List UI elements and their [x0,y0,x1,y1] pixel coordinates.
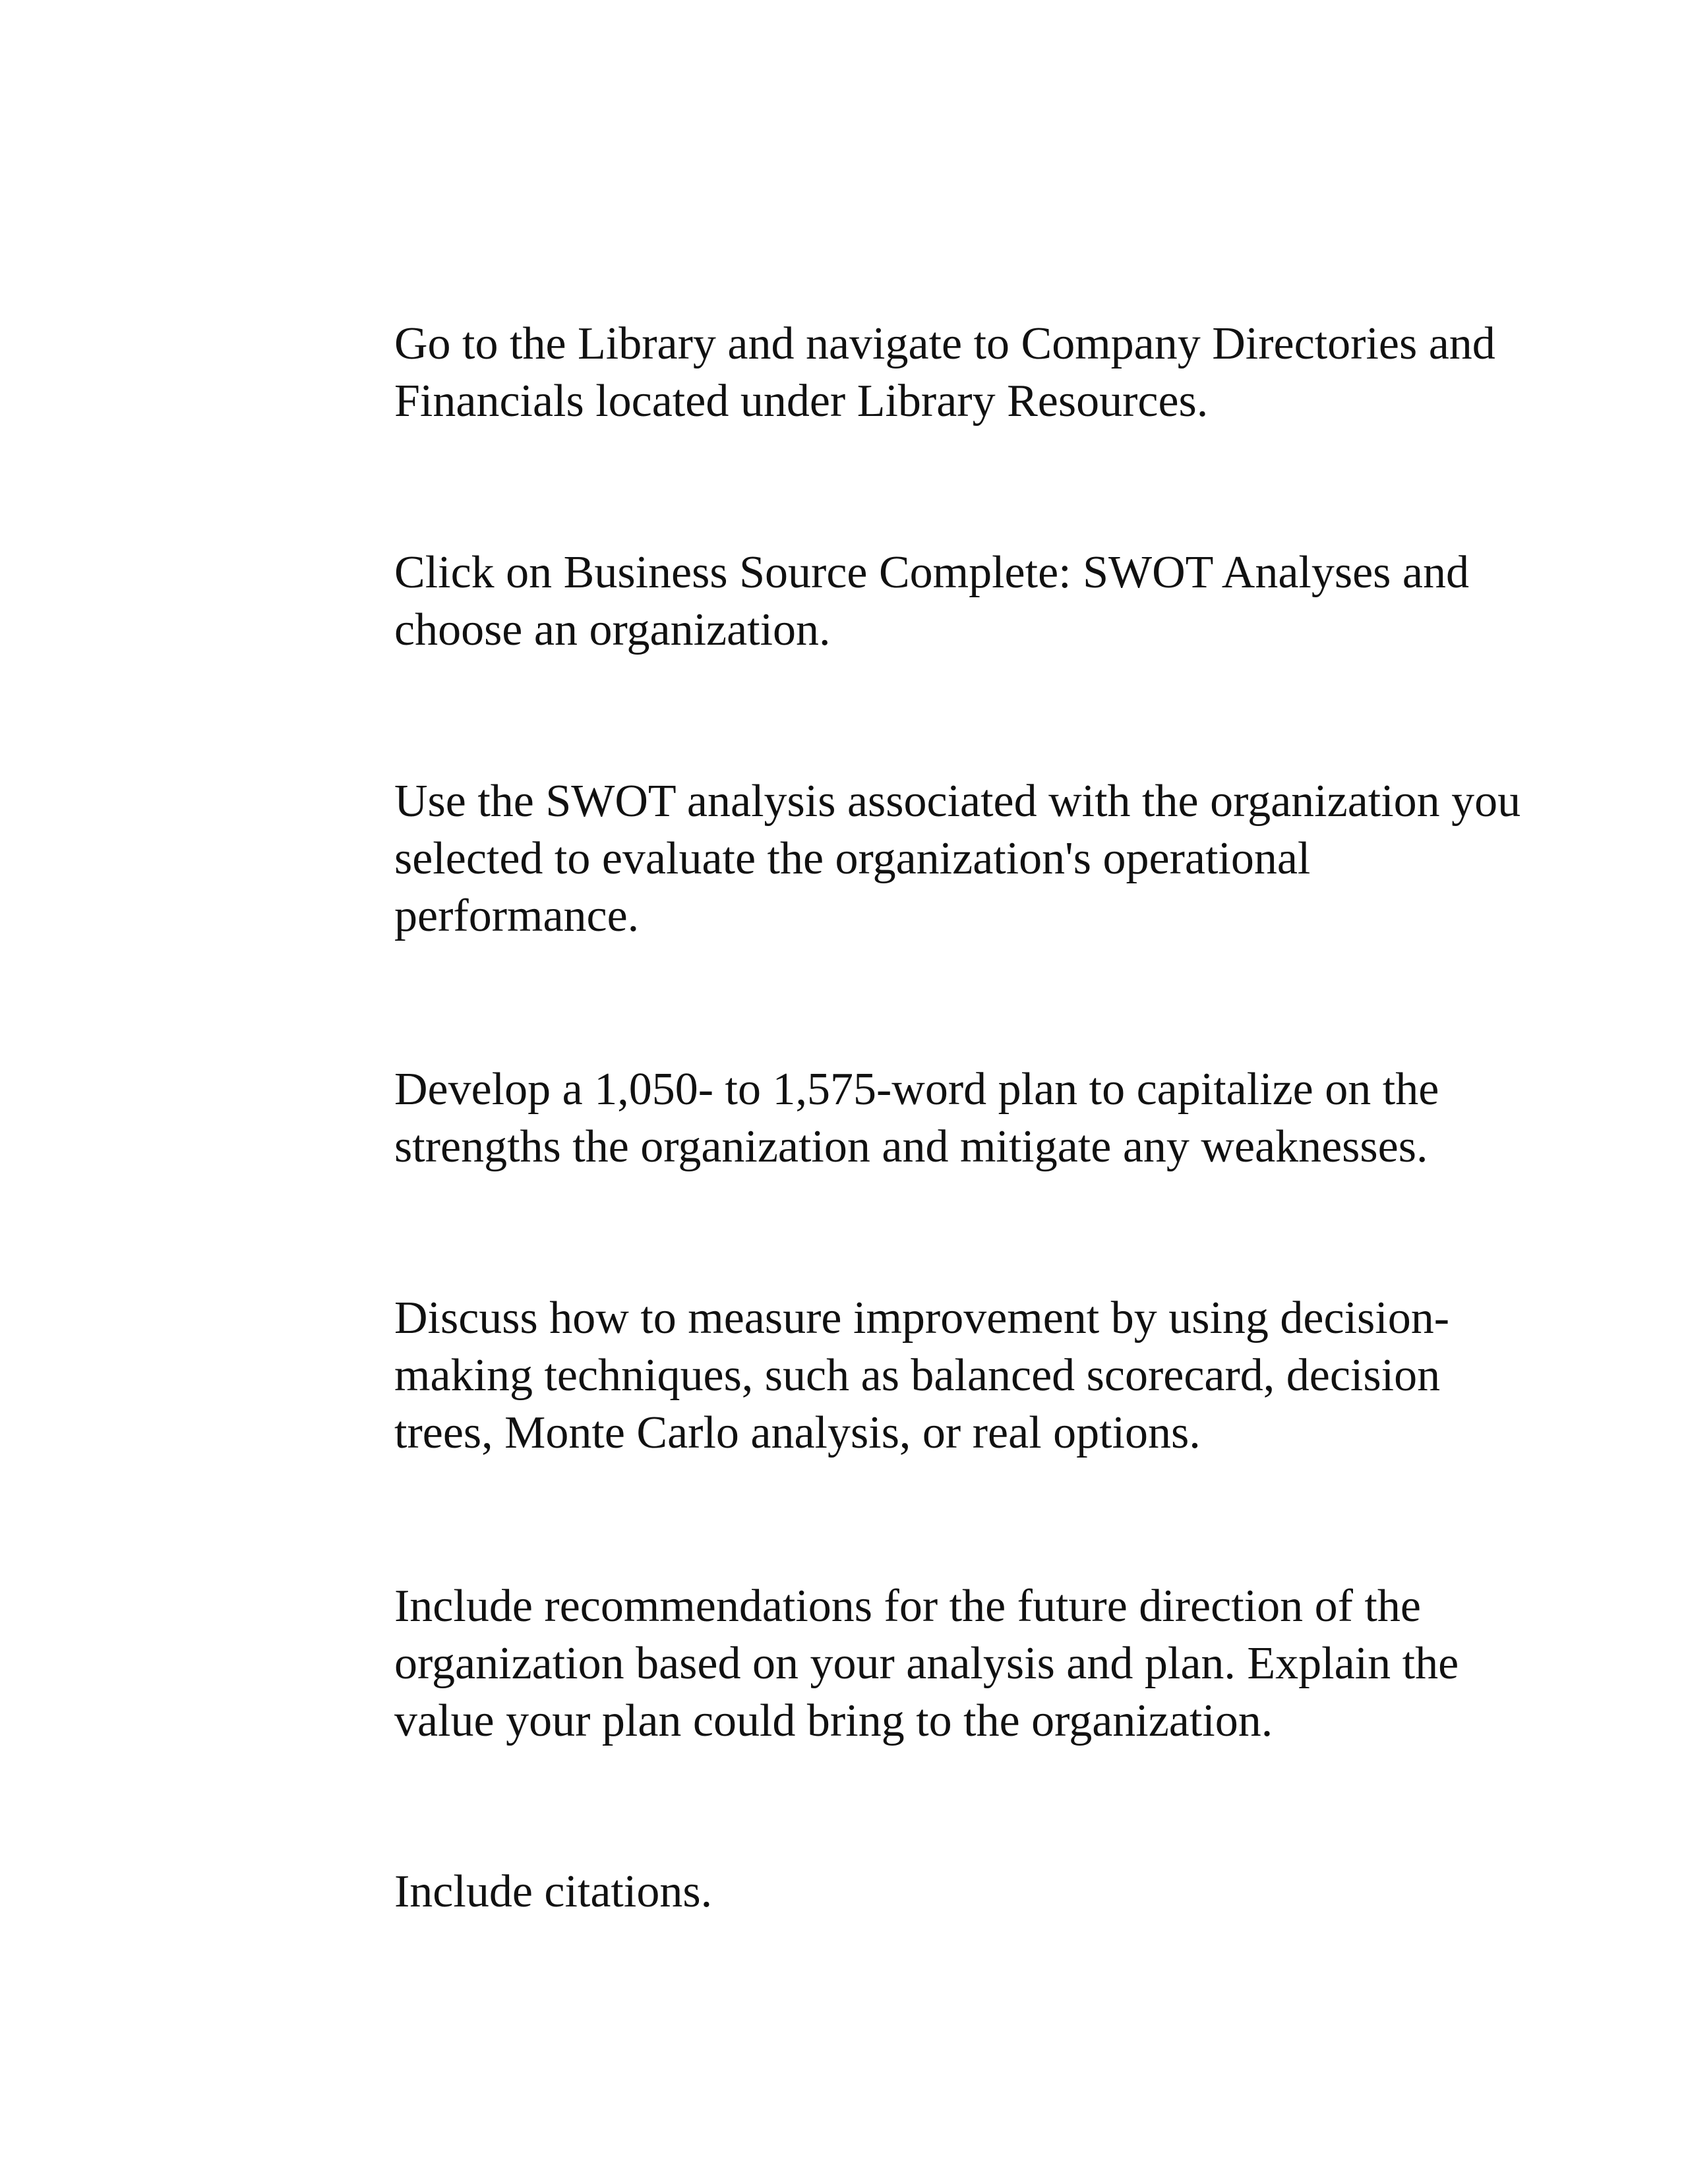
text-line: organization based on your analysis and plan. Explain the [394,1638,1459,1689]
instruction-paragraph-swot-source [394,544,1515,659]
instruction-paragraph-recommendations [394,1578,1515,1750]
text-line: Click on Business Source Complete: SWOT Analyses and [394,547,1469,598]
text-line: performance. [394,891,640,941]
instruction-paragraph-develop-plan [394,1061,1515,1175]
instruction-paragraph-evaluate [394,773,1521,945]
instruction-paragraph-citations [394,1863,1515,1920]
text-line: trees, Monte Carlo analysis, or real options. [394,1407,1201,1458]
text-line: Develop a 1,050- to 1,575-word plan to capitalize on the [394,1064,1439,1115]
text-line: Financials located under Library Resources. [394,376,1209,427]
text-line: making techniques, such as balanced scorecard, decision [394,1350,1441,1401]
text-line: Use the SWOT analysis associated with the organization you [394,776,1521,827]
text-line: value your plan could bring to the organization. [394,1696,1273,1746]
text-line: selected to evaluate the organization's operational [394,833,1311,884]
text-line: strengths the organization and mitigate any weaknesses. [394,1121,1428,1172]
instruction-paragraph-library [394,315,1515,430]
text-line: choose an organization. [394,605,831,655]
text-line: Include recommendations for the future direction of the [394,1581,1421,1632]
text-line: Discuss how to measure improvement by using decision- [394,1293,1450,1343]
text-line: Include citations. [394,1866,713,1917]
text-line: Go to the Library and navigate to Company Directories and [394,318,1495,369]
instruction-paragraph-measure [394,1289,1515,1461]
